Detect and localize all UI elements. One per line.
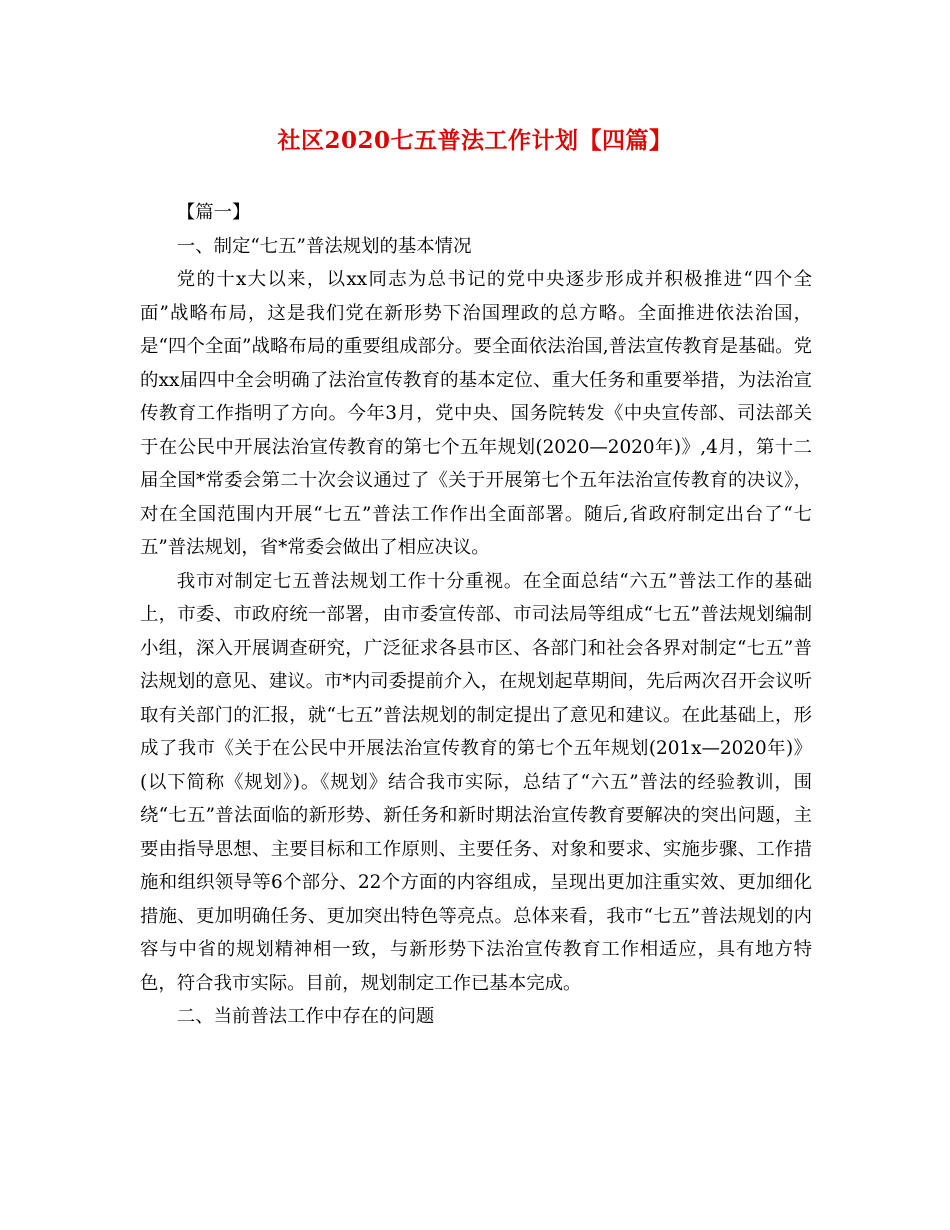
section-heading: 二、当前普法工作中存在的问题: [176, 1006, 435, 1027]
document-title: 社区2020七五普法工作计划【四篇】: [277, 127, 673, 154]
section-tag: 【篇一】: [176, 202, 251, 223]
body-paragraph: 我市对制定七五普法规划工作十分重视。在全面总结“六五”普法工作的基础上，市委、市政府统一部署，由市委宣传部、市司法局等组成“七五”普法规划编制小组，深入开展调查研究，广泛征求各县市区、各部门和社会各界对制定“七五”普法规划的意见、建议。市*内司委提前介入，在规划起草期间，先后两次召开会议听取有关部门的汇报，就“七五”普法规划的制定提出了意见和建议。在此基础上，形成了我市《关于在公民中开展法治宣传教育的第七个五年规划(201x—2020年)》(以下简称《规划》)。《规划》结合我市实际，总结了“六五”普法的经验教训，围绕“七五”普法面临的新形势、新任务和新时期法治宣传教育要解决的突出问题，主要由指导思想、主要目标和工作原则、主要任务、对象和要求、实施步骤、工作措施和组织领导等6个部分、22个方面的内容组成，呈现出更加注重实效、更加细化措施、更加明确任务、更加突出特色等亮点。总体来看，我市“七五”普法规划的内容与中省的规划精神相一致，与新形势下法治宣传教育工作相适应，具有地方特色，符合我市实际。目前，规划制定工作已基本完成。: [140, 570, 812, 994]
document-body: [140, 196, 812, 1034]
body-paragraph: 党的十x大以来，以xx同志为总书记的党中央逐步形成并积极推进“四个全面”战略布局，这是我们党在新形势下治国理政的总方略。全面推进依法治国，是“四个全面”战略布局的重要组成部分。要全面依法治国,普法宣传教育是基础。党的xx届四中全会明确了法治宣传教育的基本定位、重大任务和重要举措，为法治宣传教育工作指明了方向。今年3月，党中央、国务院转发《中央宣传部、司法部关于在公民中开展法治宣传教育的第七个五年规划(2020—2020年)》,4月，第十二届全国*常委会第二十次会议通过了《关于开展第七个五年法治宣传教育的决议》，对在全国范围内开展“七五”普法工作作出全面部署。随后,省政府制定出台了“七五”普法规划，省*常委会做出了相应决议。: [140, 269, 812, 558]
section-heading: 一、制定“七五”普法规划的基本情况: [176, 235, 472, 257]
